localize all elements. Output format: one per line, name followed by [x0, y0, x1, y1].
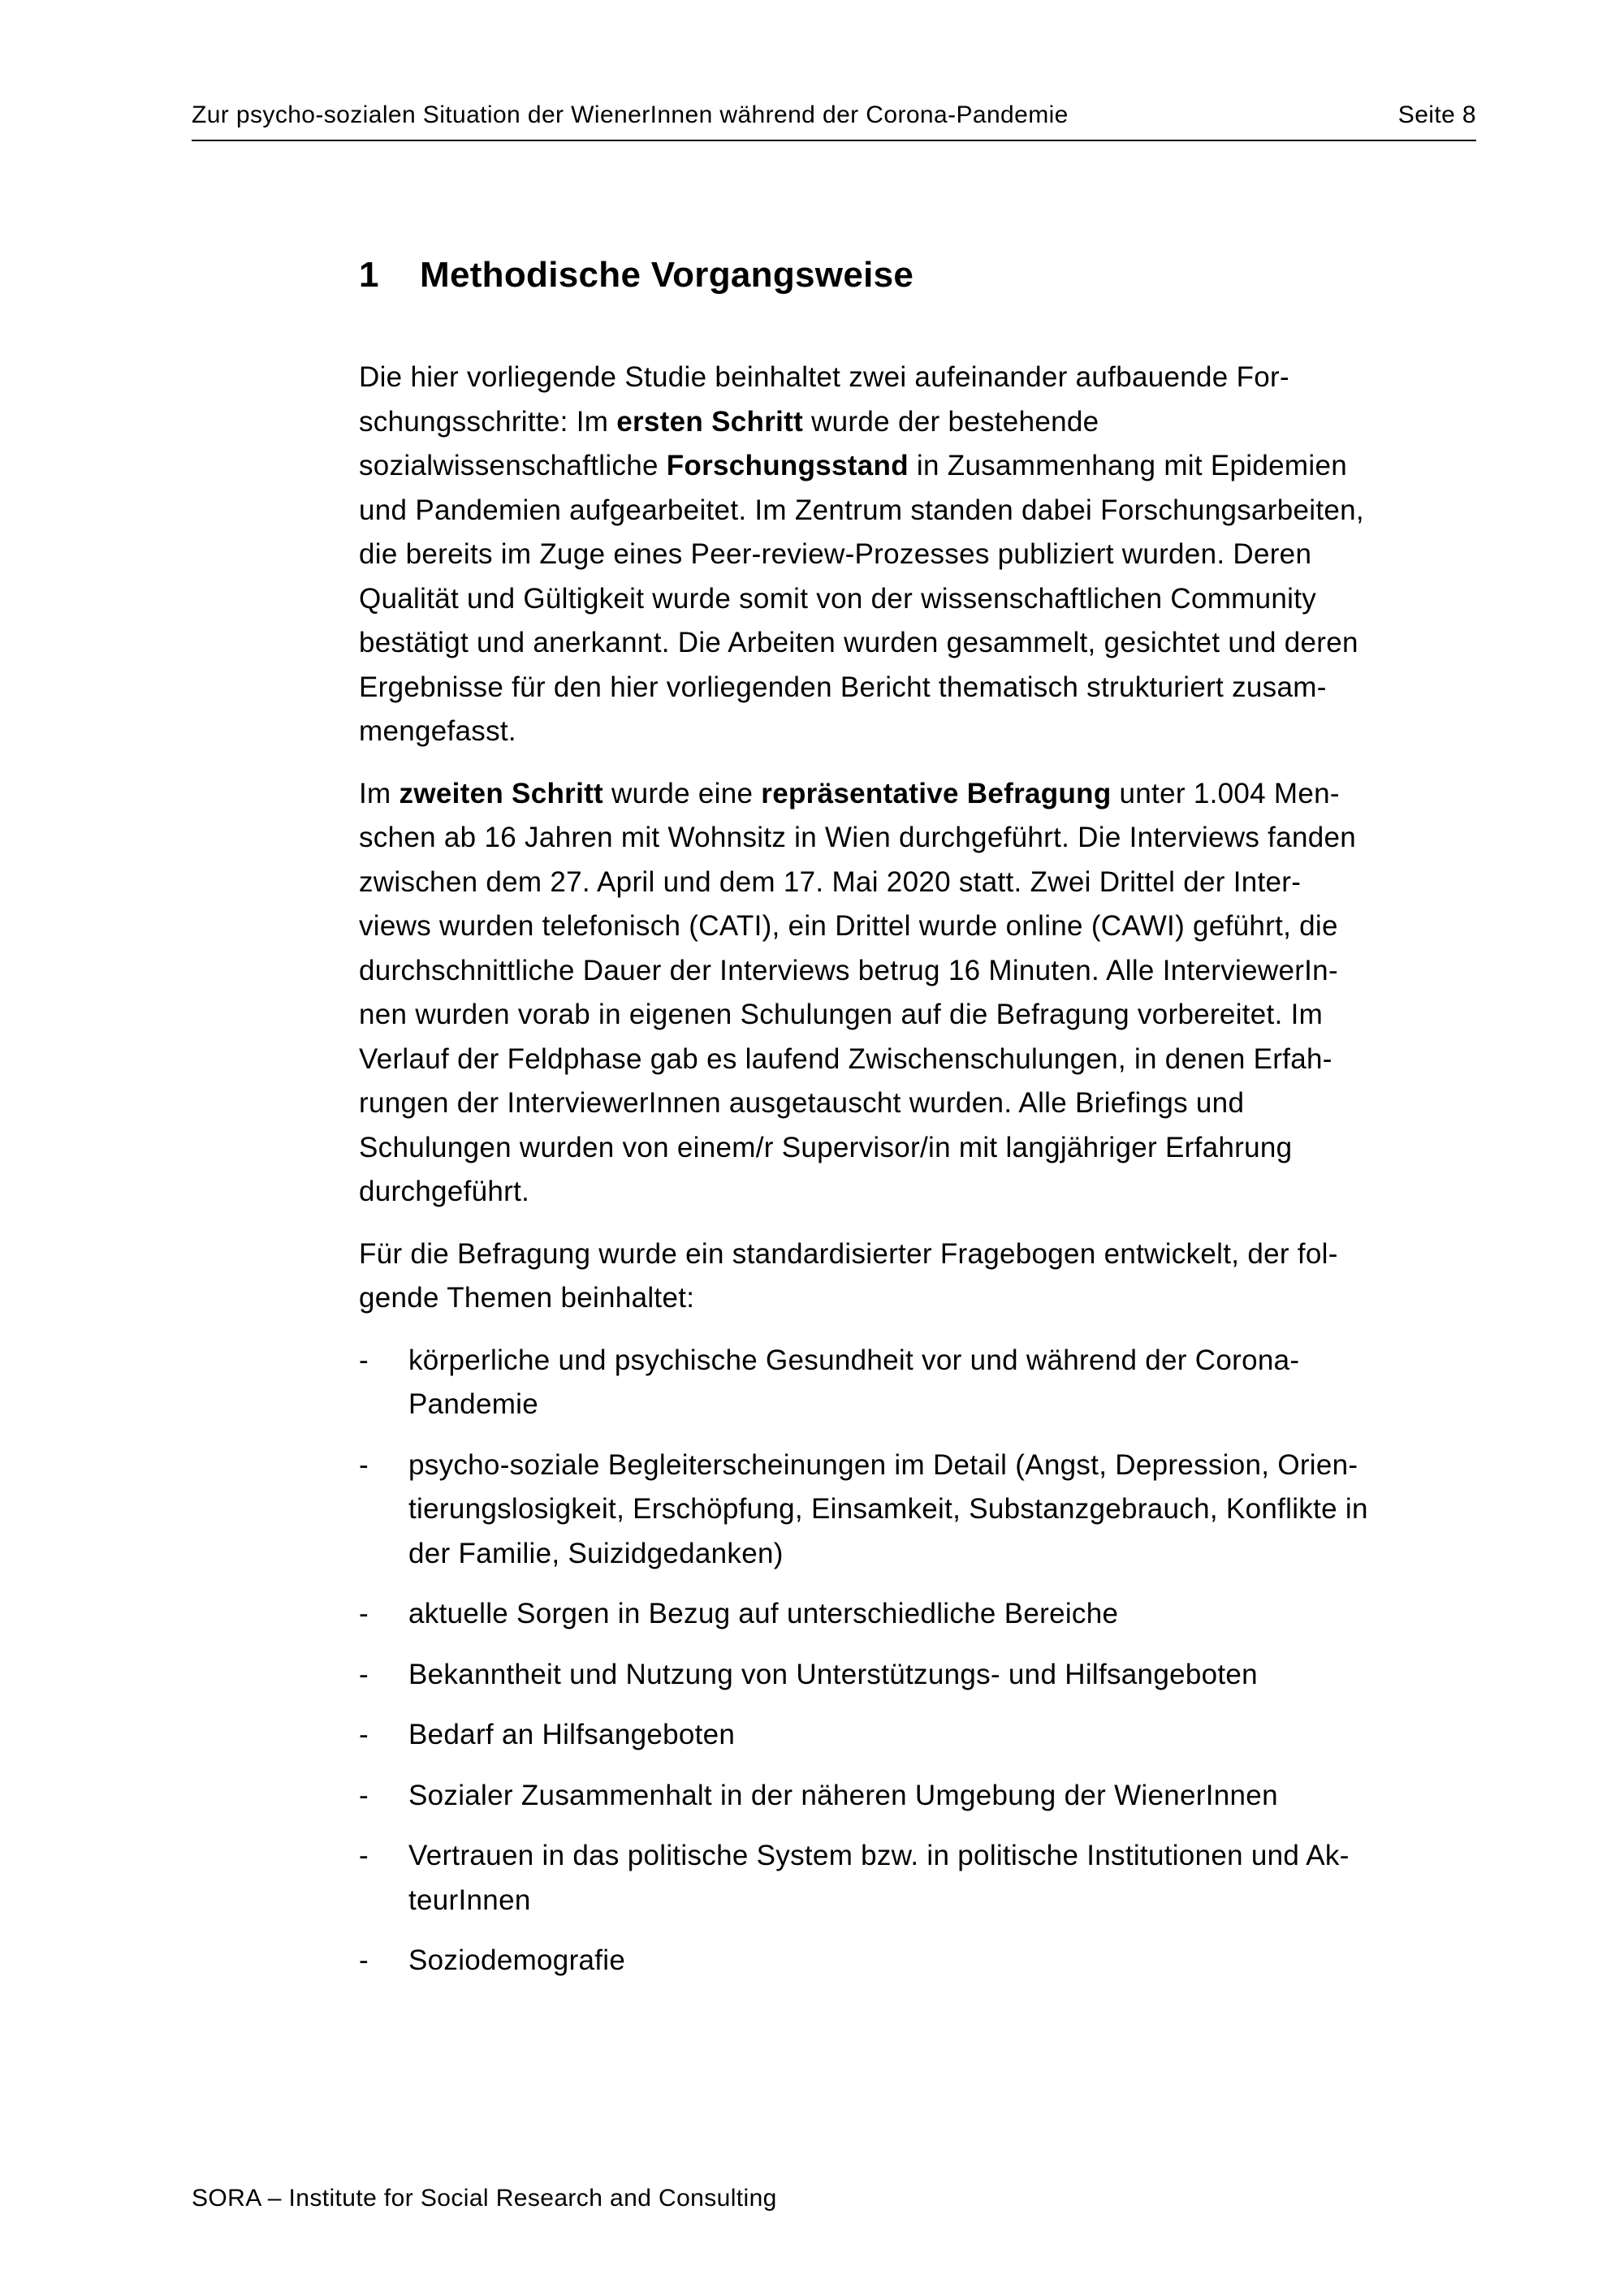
page-footer: SORA – Institute for Social Research and Consulting — [192, 2185, 777, 2212]
paragraph-questionnaire: Für die Befragung wurde ein standardisierter Fragebogen entwickelt, der fol- gende Themen beinhaltet: — [359, 1237, 1338, 1314]
list-dash: - — [359, 1344, 369, 1376]
list-item: - Bedarf an Hilfsangeboten — [359, 1713, 1488, 1758]
list-item: - aktuelle Sorgen in Bezug auf unterschiedliche Bereiche — [359, 1592, 1488, 1637]
list-item: - psycho-soziale Begleiterscheinungen im Detail (Angst, Depression, Orien- tierungslosigkeit, Erschöpfung, Einsamkeit, Substanzgebrauch, Konflikte in der Familie, Suizidgedanken) — [359, 1444, 1488, 1577]
paragraph-research-steps: Die hier vorliegende Studie beinhaltet zwei aufeinander aufbauende For- schungsschritte: Im ersten Schritt wurde der bestehende sozialwissenschaftliche Forschungsstand in Zusammenhang mit Epidemien und Pandemien aufgearbeitet. Im Zentrum standen dabei Forschungsarbeiten, die bereits im Zuge eines Peer-review-Prozesses publiziert wurden. Deren Qualität und Gültigkeit wurde somit von der wissenschaftlichen Community bestätigt und anerkannt. Die Arbeiten wurden gesammelt, gesichtet und deren Ergebnisse für den hier vorliegenden Bericht thematisch strukturiert zusam- mengefasst. — [359, 361, 1364, 747]
emphasis-representative-survey: repräsentative Befragung — [761, 777, 1112, 809]
topics-list — [359, 1339, 1488, 1983]
list-dash: - — [359, 1719, 369, 1750]
list-item: - körperliche und psychische Gesundheit vor und während der Corona- Pandemie — [359, 1339, 1488, 1427]
list-dash: - — [359, 1779, 369, 1811]
section-heading — [359, 252, 1488, 299]
emphasis-first-step: ersten Schritt — [616, 405, 804, 438]
paragraph-survey: Im zweiten Schritt wurde eine repräsentative Befragung unter 1.004 Men- schen ab 16 Jahren mit Wohnsitz in Wien durchgeführt. Die Interviews fanden zwischen dem 27. April und dem 17. Mai 2020 statt. Zwei Drittel der Inter- views wurden telefonisch (CATI), ein Drittel wurde online (CAWI) geführt, die durchschnittliche Dauer der Interviews betrug 16 Minuten. Alle InterviewerIn- nen wurden vorab in eigenen Schulungen auf die Befragung vorbereitet. Im Verlauf der Feldphase gab es laufend Zwischenschulungen, in denen Erfah- rungen der InterviewerInnen ausgetauscht wurden. Alle Briefings und Schulungen wurden von einem/r Supervisor/in mit langjähriger Erfahrung durchgeführt. — [359, 777, 1357, 1207]
main-content — [359, 252, 1488, 2000]
emphasis-research-state: Forschungsstand — [666, 450, 909, 481]
emphasis-second-step: zweiten Schritt — [399, 777, 603, 809]
list-item: - Bekanntheit und Nutzung von Unterstützungs- und Hilfsangeboten — [359, 1653, 1488, 1698]
page-number: Seite 8 — [1397, 101, 1476, 128]
list-dash: - — [359, 1658, 369, 1690]
list-item: - Soziodemografie — [359, 1939, 1488, 1983]
list-dash: - — [359, 1944, 369, 1976]
section-title: Methodische Vorgangsweise — [420, 255, 914, 295]
section-number: 1 — [359, 255, 379, 295]
list-item: - Sozialer Zusammenhalt in der näheren Umgebung der WienerInnen — [359, 1774, 1488, 1819]
list-dash: - — [359, 1840, 369, 1871]
page-header — [192, 99, 1476, 141]
list-dash: - — [359, 1598, 369, 1629]
header-title: Zur psycho-sozialen Situation der WienerInnen während der Corona-Pandemie — [192, 101, 1069, 128]
list-dash: - — [359, 1448, 369, 1481]
list-item: - Vertrauen in das politische System bzw. in politische Institutionen und Ak- teurInnen — [359, 1834, 1488, 1923]
